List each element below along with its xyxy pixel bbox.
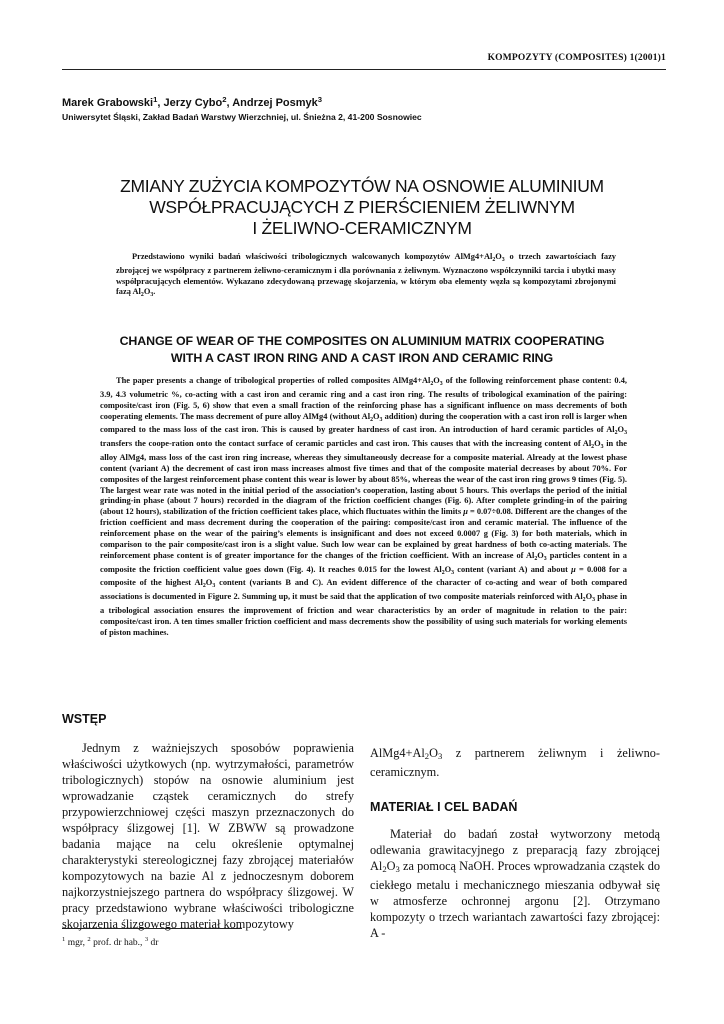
header-rule xyxy=(62,69,666,70)
material-column xyxy=(370,826,660,941)
footnote-rule xyxy=(62,928,242,929)
title-polish-line: ZMIANY ZUŻYCIA KOMPOZYTÓW NA OSNOWIE ALUMINIUM xyxy=(120,176,604,196)
affiliation: Uniwersytet Śląski, Zakład Badań Warstwy Wierzchniej, ul. Śnieżna 2, 41-200 Sosnowiec xyxy=(62,112,422,122)
author-name: Jerzy Cybo xyxy=(163,97,223,109)
abstract-polish xyxy=(116,252,616,301)
title-polish-line: WSPÓŁPRACUJĄCYCH Z PIERŚCIENIEM ŻELIWNYM xyxy=(149,197,575,217)
author-name: Marek Grabowski xyxy=(62,97,154,109)
running-header: KOMPOZYTY (COMPOSITES) 1(2001)1 xyxy=(487,53,666,63)
title-polish-line: I ŻELIWNO-CERAMICZNYM xyxy=(252,218,472,238)
author-list: Marek Grabowski$^1$, Jerzy Cybo$^2$, Andrzej Posmyk$^3$ xyxy=(62,95,323,109)
intro-continuation: $AlMg4+Al_2O_3$ z partnerem żeliwnym i żeliwno-ceramicznym. xyxy=(370,746,660,779)
author-footnote-mark: 2 xyxy=(222,95,227,104)
section-heading-material: MATERIAŁ I CEL BADAŃ xyxy=(370,800,518,814)
title-polish xyxy=(62,176,662,239)
author-name: Andrzej Posmyk xyxy=(232,97,318,109)
intro-paragraph: Jednym z ważniejszych sposobów poprawienia właściwości użytkowych (np. wytrzymałości, parametrów tribologicznych) stopów na osnowie aluminium jest wprowadzanie cząstek ceramicznych do strefy przypowierzchniowej części maszyn przeznaczonych do współpracy ślizgowej [1]. W ZBWW są prowadzone badania mające na celu określenie optymalnej charakterystyki stereologicznej fazy zbrojącej materiałów kompozytowych na bazie Al z jednoczesnym doborem najkorzystniejszego partnera do współpracy ślizgowej. W pracy przedstawiono wybrane właściwości tribologiczne skojarzenia ślizgowego materiał kompozytowy xyxy=(62,741,354,931)
title-english-line: WITH A CAST IRON RING AND A CAST IRON AND CERAMIC RING xyxy=(170,351,554,365)
title-english xyxy=(62,333,662,367)
abstract-english xyxy=(100,376,627,639)
author-footnote-mark: 1 xyxy=(153,95,158,104)
section-heading-intro: WSTĘP xyxy=(62,712,107,726)
abstract-english-paragraph: The paper presents a change of tribological properties of rolled composites $AlMg4+Al_2O_3$ of the following reinforcement phase content: 0.4, 3.9, 4.3 volumetric %, co-acting with a cast iron and ceramic ring and a cast iron ring. The results of tribological examination of the pairing: composite/cast iron (Fig. 5, 6) show that even a small fraction of the reinforcing phase has a significant influence on mass decrements of both cooperating elements. The mass decrement of pure alloy AlMg4 (without $Al_2O_3$ addition) during the cooperation with a cast iron roll is larger when compared to the mass loss of the cast iron. This is caused by greater hardness of cast iron. An introduction of hard ceramic particles of $Al_2O_3$ transfers the coope-ration onto the contact surface of ceramic particles and cast iron. This causes that with the increasing content of $Al_2O_3$ in the alloy AlMg4, mass loss of the cast iron ring increase, whereas they simultaneously decrease for a composite material. Already at the lowest phase content (variant A) the decrement of cast iron mass increases almost five times and that of the composite material decreases by about 70%. For composites of the largest reinforcement phase content this wear is lower by about 85%, whereas the wear of the cast iron ring grows 9 times (Fig. 5). The largest wear rate was noted in the initial period of the association’s cooperation, lasting about 5 hours. This overlaps the period of the initial grinding-in phase (about 7 hours) recorded in the diagram of the friction coefficient changes (Fig. 6). After complete grinding-in of the pairing (about 12 hours), stabilization of the friction coefficient takes place, which fluctuates within the limits μ = 0.07÷0.08. Different are the changes of the friction coefficient and mass decrement during the cooperation of the pairing: composite/cast iron and ceramic material. The influence of the reinforcement phase on the wear of the pairing’s elements is insignificant and does not exceed 0.0007 g (Fig. 3) for both materials, which in comparison to the pair composite/cast iron is a slight value. Such low wear can be explained by great hardness of both co-acting materials. The reinforcement phase content is of greater importance for the changes of the friction coefficient. With an increase of $Al_2O_3$ particles content in a composite the friction coefficient value goes down (Fig. 4). It reaches 0.015 for the lowest $Al_2O_3$ content (variant A) and about μ = 0.008 for a composite of the highest $Al_2O_3$ content (variants B and C). An evident difference of the character of co-acting and wear of both compared associations is documented in Figure 2. Summing up, it must be said that the application of two composite materials reinforced with $Al_2O_3$ phase in a tribological association ensures the improvement of friction and wear characteristics by an order of magnitude in relation to the pair: composite/cast iron. A ten times smaller friction coefficient and mass decrements show the possibility of using such materials for working elements of piston machines. xyxy=(100,376,628,637)
author-footnote-mark: 3 xyxy=(317,95,323,104)
title-english-line: CHANGE OF WEAR OF THE COMPOSITES ON ALUMINIUM MATRIX COOPERATING xyxy=(119,334,605,348)
intro-column-left xyxy=(62,740,354,932)
material-paragraph: Materiał do badań został wytworzony metodą odlewania grawitacyjnego z preparacją fazy zbrojącej $Al_2O_3$ za pomocą NaOH. Proces wprowadzania cząstek do ciekłego metalu i mechanicznego mieszania odbywał się w atmosferze ochronnej argonu [2]. Otrzymano kompozyty o trzech wariantach zawartości fazy zbrojącej: A - xyxy=(370,827,660,940)
footnote: $^1$ mgr, $^2$ prof. dr hab., $^3$ dr xyxy=(62,936,159,948)
abstract-polish-paragraph: Przedstawiono wyniki badań właściwości tribologicznych walcowanych kompozytów $AlMg4+Al_2O_3$ o trzech zawartościach fazy zbrojącej we współpracy z partnerem żeliwno-ceramicznym i dla porównania z żeliwnym. Wyznaczono współczynniki tarcia i ubytki masy współpracujących elementów. Wykazano zdecydowaną przewagę skojarzenia, w którym oba elementy węzła są kompozytami zbrojonymi fazą $Al_2O_3$. xyxy=(116,252,616,299)
intro-column-right xyxy=(370,745,660,780)
